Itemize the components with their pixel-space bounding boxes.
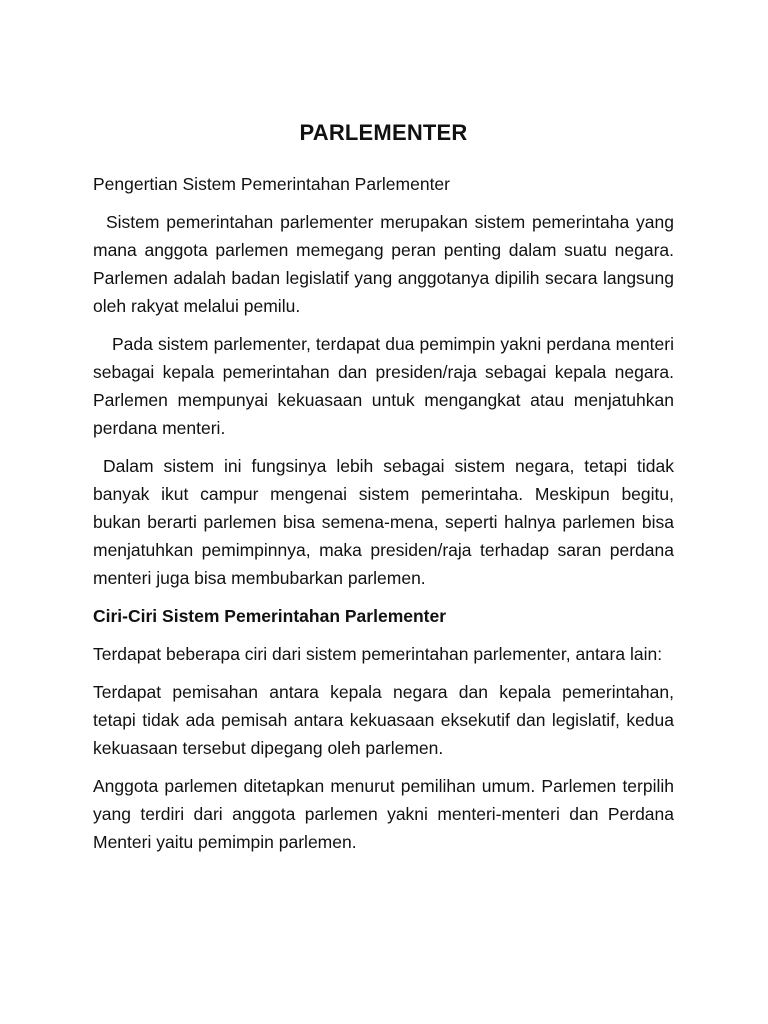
paragraph-members: Anggota parlemen ditetapkan menurut pemilihan umum. Parlemen terpilih yang terdiri dari anggota parlemen yakni menteri-menteri dan Perdana Menteri yaitu pemimpin parlemen. <box>93 776 674 852</box>
paragraph-definition: Sistem pemerintahan parlementer merupakan sistem pemerintaha yang mana anggota parlemen memegang peran penting dalam suatu negara. Parlemen adalah badan legislatif yang anggotanya dipilih secara langsung oleh rakyat melalui pemilu. <box>93 212 674 316</box>
paragraph-two-leaders: Pada sistem parlementer, terdapat dua pemimpin yakni perdana menteri sebagai kepala pemerintahan dan presiden/raja sebagai kepala negara. Parlemen mempunyai kekuasaan untuk mengangkat atau menjatuhkan perdana menteri. <box>93 334 674 438</box>
paragraph-separation: Terdapat pemisahan antara kepala negara dan kepala pemerintahan, tetapi tidak ada pemisah antara kekuasaan eksekutif dan legislatif, kedua kekuasaan tersebut dipegang oleh parlemen. <box>93 682 674 758</box>
document-page <box>93 118 674 866</box>
paragraph-function: Dalam sistem ini fungsinya lebih sebagai sistem negara, tetapi tidak banyak ikut campur mengenai sistem pemerintaha. Meskipun begitu, bukan berarti parlemen bisa semena-mena, seperti halnya parlemen bisa menjatuhkan pemimpinnya, maka presiden/raja terhadap saran perdana menteri juga bisa membubarkan parlemen. <box>93 456 674 588</box>
section-heading-definition: Pengertian Sistem Pemerintahan Parlementer <box>93 174 450 194</box>
paragraph-characteristics-intro: Terdapat beberapa ciri dari sistem pemerintahan parlementer, antara lain: <box>93 644 663 664</box>
document-title: PARLEMENTER <box>299 120 468 145</box>
section-heading-characteristics: Ciri-Ciri Sistem Pemerintahan Parlementer <box>93 606 447 626</box>
